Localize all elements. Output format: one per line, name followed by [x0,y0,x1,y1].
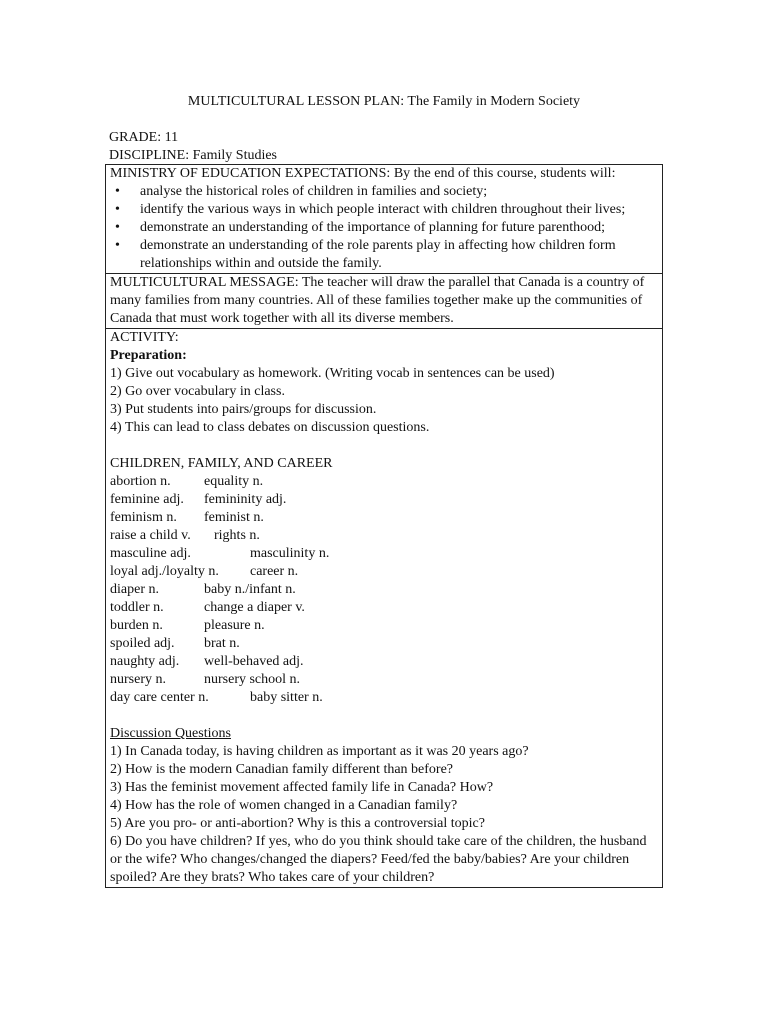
vocab-term: toddler n. [110,600,164,615]
spacer [110,437,658,455]
ministry-heading: MINISTRY OF EDUCATION EXPECTATIONS: By the end of this course, students will: [110,166,616,181]
vocab-term: change a diaper v. [204,600,305,615]
message-row [106,274,663,329]
vocab-term: nursery school n. [204,672,301,687]
vocab-term: raise a child v. [110,528,191,543]
vocab-row [110,599,658,617]
vocab-heading: CHILDREN, FAMILY, AND CAREER [110,456,333,471]
vocab-list [110,473,658,707]
vocab-term: rights n. [214,528,260,543]
discussion-question: 1) In Canada today, is having children as important as it was 20 years ago? [110,744,529,759]
vocab-row [110,653,658,671]
vocab-row [110,689,658,707]
vocab-term: equality n. [204,474,264,489]
vocab-term: day care center n. [110,690,209,705]
vocab-term: brat n. [204,636,240,651]
activity-row [106,329,663,888]
vocab-term: loyal adj./loyalty n. [110,564,219,579]
grade-line: GRADE: 11 [109,130,179,145]
preparation-step: 3) Put students into pairs/groups for discussion. [110,402,377,417]
discussion-question: 5) Are you pro- or anti-abortion? Why is this a controversial topic? [110,816,485,831]
preparation-step: 1) Give out vocabulary as homework. (Writing vocab in sentences can be used) [110,366,555,381]
bullet-icon: • [115,220,120,235]
vocab-row [110,635,658,653]
preparation-steps [110,365,658,437]
expectation-item: • analyse the historical roles of children in families and society; [115,184,488,199]
vocab-term: pleasure n. [204,618,265,633]
expectation-item: • demonstrate an understanding of the importance of planning for future parenthood; [115,220,605,235]
bullet-icon: • [115,184,120,199]
preparation-step: 4) This can lead to class debates on discussion questions. [110,420,430,435]
discussion-question: 2) How is the modern Canadian family different than before? [110,762,454,777]
discussion-heading: Discussion Questions [110,726,231,741]
vocab-term: masculinity n. [250,546,330,561]
ministry-cell [106,165,663,274]
vocab-term: feminine adj. [110,492,184,507]
discipline-line: DISCIPLINE: Family Studies [109,148,278,163]
bullet-icon: • [115,202,120,217]
multicultural-message: MULTICULTURAL MESSAGE: The teacher will draw the parallel that Canada is a country of many families from many countries. All of these families together make up the communities of Canada that must work together with all its diverse members. [106,274,663,329]
vocab-term: baby n./infant n. [204,582,296,597]
discussion-question: 4) How has the role of women changed in a Canadian family? [110,798,458,813]
vocab-term: spoiled adj. [110,636,175,651]
page-title: MULTICULTURAL LESSON PLAN: The Family in Modern Society [187,94,581,109]
vocab-term: feminism n. [110,510,177,525]
expectation-item: • identify the various ways in which people interact with children throughout their lives; [115,202,626,217]
activity-cell [106,329,663,888]
vocab-row [110,545,658,563]
vocab-term: feminist n. [204,510,264,525]
vocab-term: well-behaved adj. [204,654,304,669]
vocab-term: naughty adj. [110,654,180,669]
vocab-row [110,671,658,689]
vocab-term: masculine adj. [110,546,191,561]
discussion-question: 3) Has the feminist movement affected family life in Canada? How? [110,780,494,795]
discussion-question: 6) Do you have children? If yes, who do you think should take care of the children, the husband or the wife? Who changes/changed the diapers? Feed/fed the baby/babies? Are your children spoiled? Are they brats? Who takes care of your children? [110,834,647,885]
vocab-term: diaper n. [110,582,159,597]
lesson-meta [109,129,277,165]
vocab-term: femininity adj. [204,492,287,507]
vocab-row [110,491,658,509]
vocab-row [110,527,658,545]
preparation-label: Preparation: [110,348,187,363]
expectation-item: • demonstrate an understanding of the role parents play in affecting how children form relationships within and outside the family. [115,238,616,271]
ministry-row [106,165,663,274]
discussion-questions [110,743,658,887]
vocab-row [110,473,658,491]
spacer [110,707,658,725]
vocab-term: abortion n. [110,474,171,489]
vocab-term: career n. [250,564,299,579]
activity-heading: ACTIVITY: [110,330,179,345]
lesson-plan-table [105,164,663,888]
vocab-term: burden n. [110,618,163,633]
vocab-row [110,581,658,599]
expectations-list [110,183,658,273]
bullet-icon: • [115,238,120,253]
vocab-term: nursery n. [110,672,166,687]
vocab-row [110,563,658,581]
vocab-term: baby sitter n. [250,690,323,705]
vocab-row [110,617,658,635]
preparation-step: 2) Go over vocabulary in class. [110,384,285,399]
vocab-row [110,509,658,527]
